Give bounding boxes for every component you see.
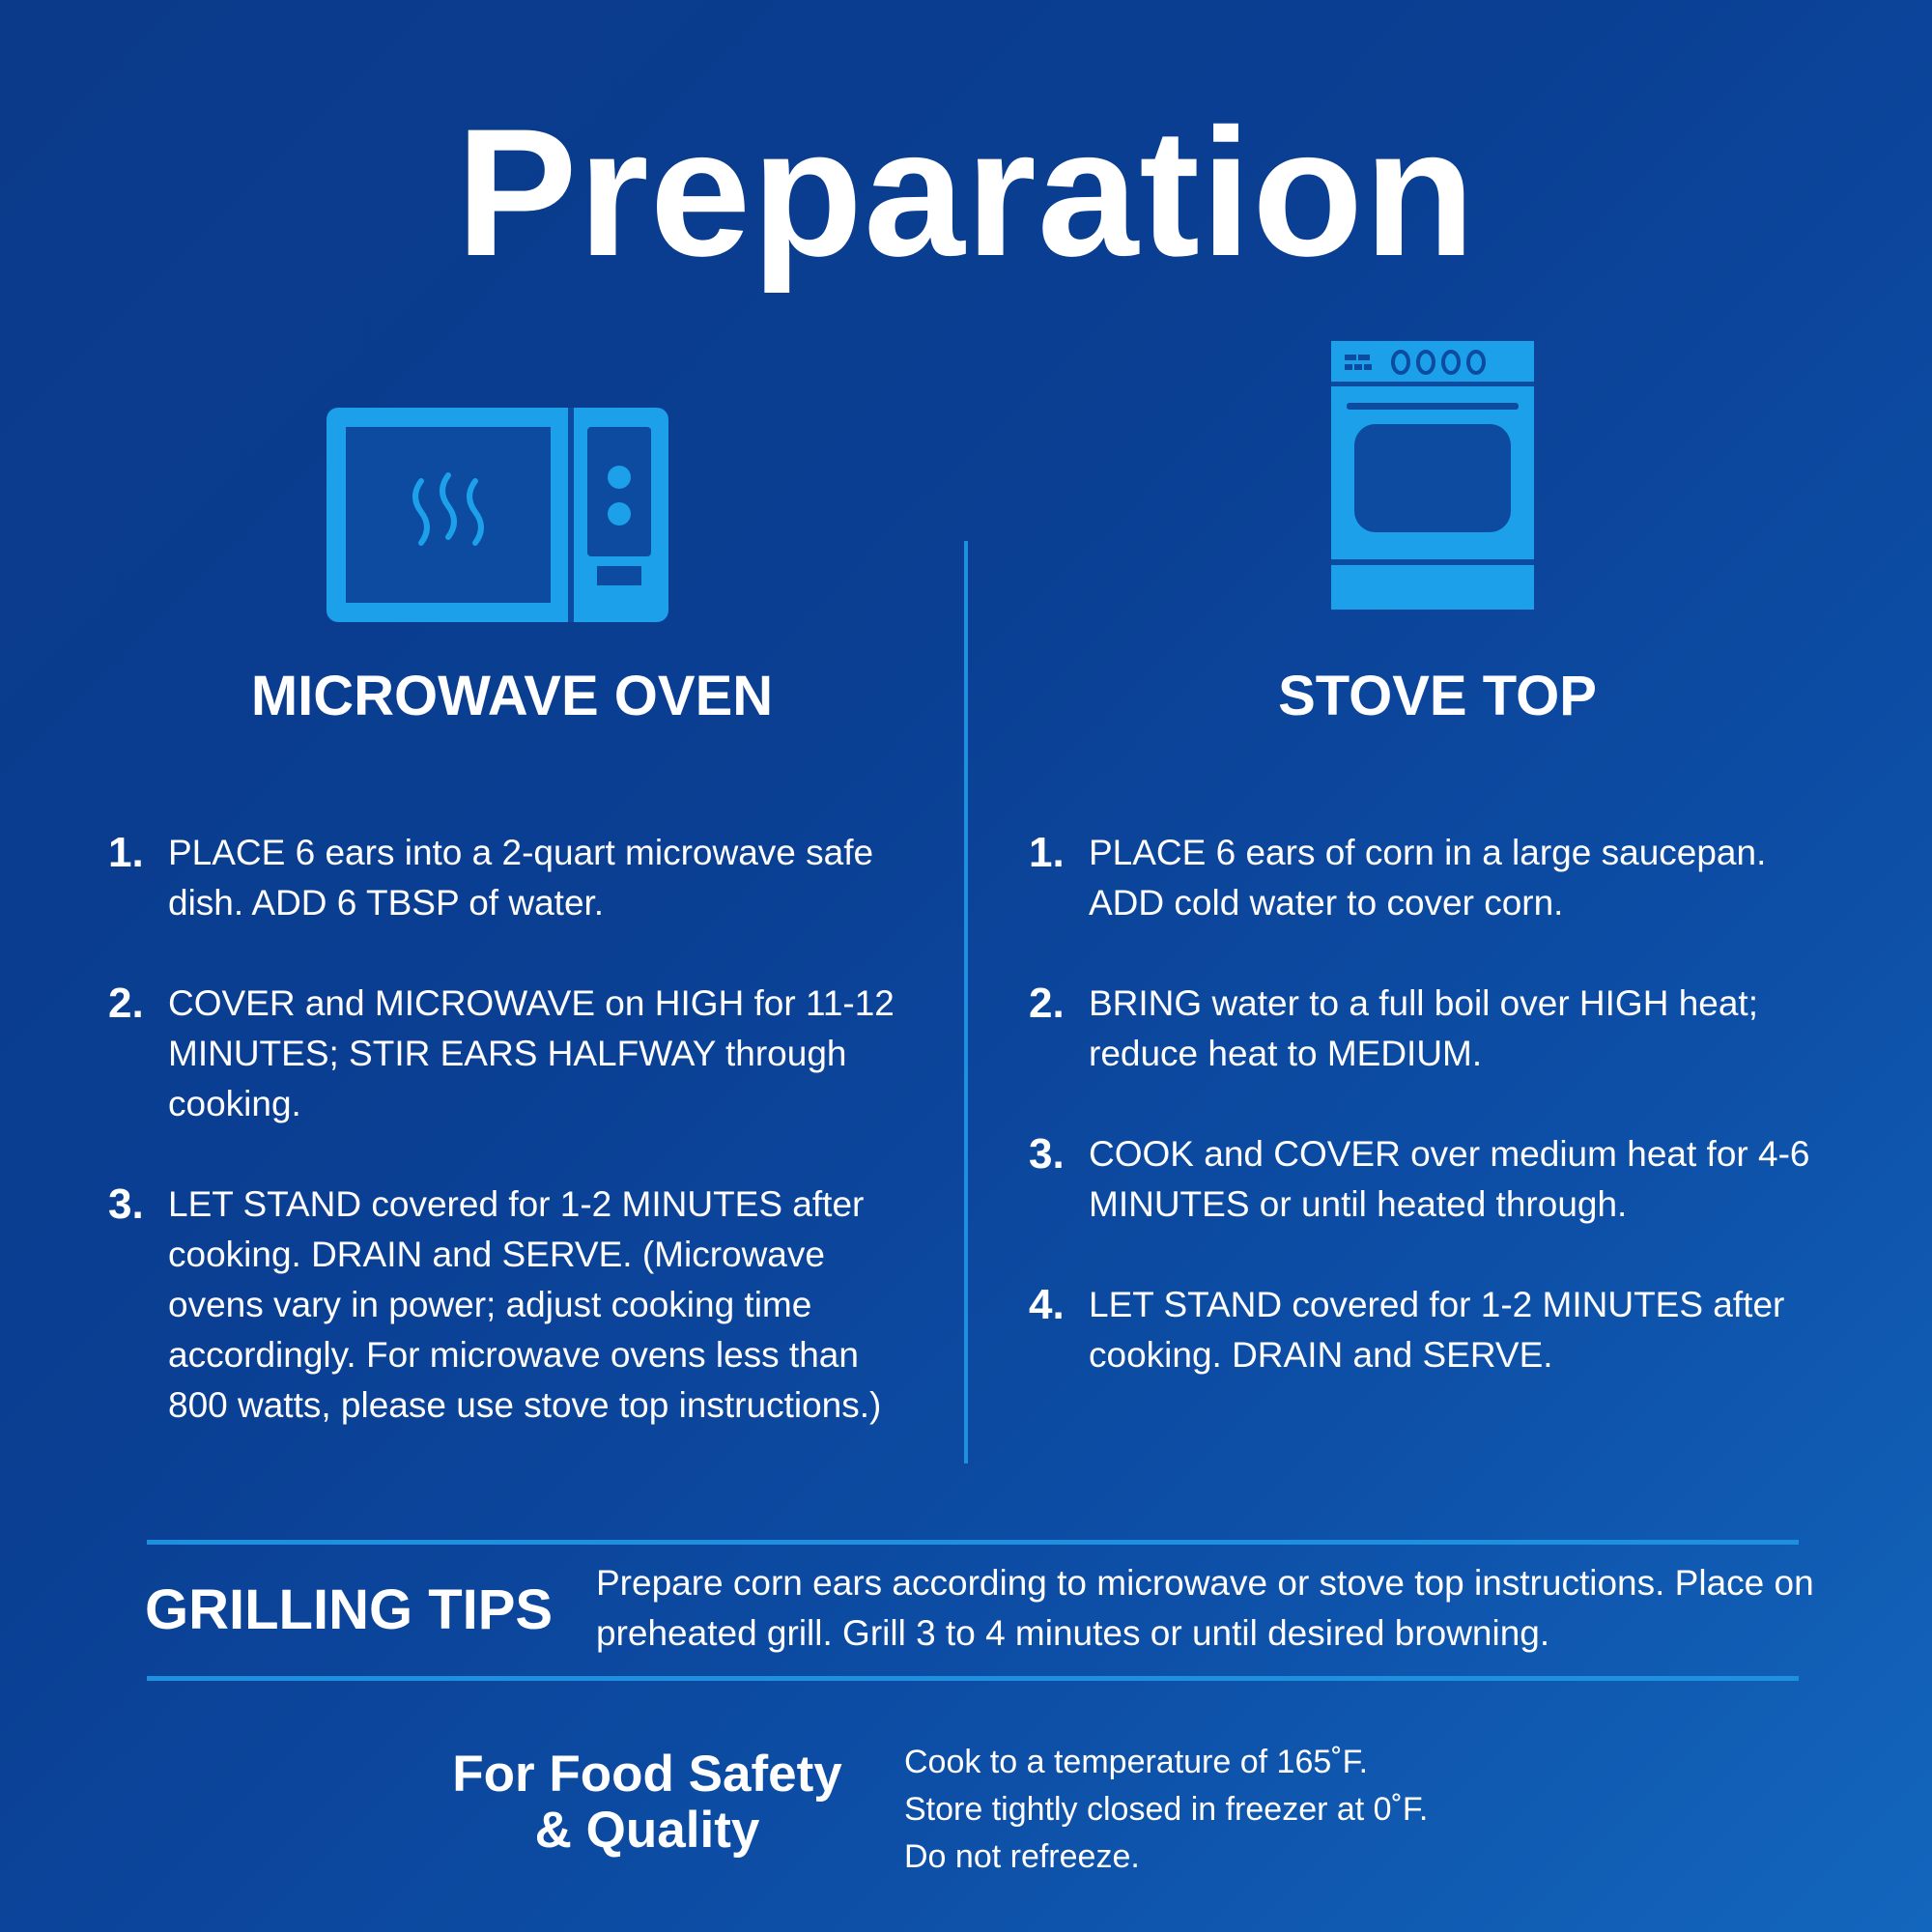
microwave-icon bbox=[327, 408, 668, 622]
stove-steps bbox=[1029, 828, 1831, 1431]
list-item bbox=[1029, 979, 1831, 1079]
step-number: 2. bbox=[1029, 980, 1065, 1027]
step-text: COOK and COVER over medium heat for 4-6 MINUTES or until heated through. bbox=[1089, 1134, 1810, 1224]
step-text: BRING water to a full boil over HIGH heat; reduce heat to MEDIUM. bbox=[1089, 983, 1758, 1073]
grilling-title: GRILLING TIPS bbox=[145, 1578, 554, 1641]
divider-bottom bbox=[147, 1676, 1799, 1681]
list-item bbox=[108, 979, 910, 1129]
step-text: LET STAND covered for 1-2 MINUTES after cooking. DRAIN and SERVE. (Microwave ovens vary in power; adjust cooking time accordingly. For microwave ovens less than 800 watts, please use stove top instructions.) bbox=[168, 1184, 882, 1425]
list-item bbox=[108, 828, 910, 928]
list-item bbox=[1029, 1129, 1831, 1230]
grilling-text: Prepare corn ears according to microwave or stove top instructions. Place on preheated grill. Grill 3 to 4 minutes or until desired browning. bbox=[596, 1563, 1814, 1653]
safety-instructions bbox=[904, 1739, 1428, 1881]
step-text: COVER and MICROWAVE on HIGH for 11-12 MINUTES; STIR EARS HALFWAY through cooking. bbox=[168, 983, 895, 1123]
step-text: PLACE 6 ears into a 2-quart microwave safe dish. ADD 6 TBSP of water. bbox=[168, 833, 874, 923]
microwave-heading: MICROWAVE OVEN bbox=[250, 665, 774, 727]
step-number: 4. bbox=[1029, 1281, 1065, 1328]
microwave-steps bbox=[108, 828, 910, 1481]
safety-title-line: For Food Safety bbox=[452, 1746, 842, 1803]
stove-icon bbox=[1331, 341, 1534, 610]
safety-line: Store tightly closed in freezer at 0˚F. bbox=[904, 1791, 1429, 1828]
safety-title-line: & Quality bbox=[534, 1802, 760, 1859]
step-number: 2. bbox=[108, 980, 144, 1027]
step-number: 3. bbox=[1029, 1130, 1065, 1178]
page-title: Preparation bbox=[456, 91, 1476, 294]
step-number: 3. bbox=[108, 1180, 144, 1228]
safety-line: Do not refreeze. bbox=[904, 1838, 1140, 1875]
stove-heading: STOVE TOP bbox=[1278, 665, 1597, 727]
step-number: 1. bbox=[108, 829, 144, 876]
step-text: LET STAND covered for 1-2 MINUTES after cooking. DRAIN and SERVE. bbox=[1089, 1285, 1785, 1375]
safety-line: Cook to a temperature of 165˚F. bbox=[904, 1744, 1369, 1780]
column-divider bbox=[964, 541, 968, 1463]
safety-title bbox=[425, 1747, 869, 1859]
step-number: 1. bbox=[1029, 829, 1065, 876]
divider-top bbox=[147, 1540, 1799, 1545]
list-item bbox=[108, 1179, 910, 1431]
list-item bbox=[1029, 1280, 1831, 1380]
list-item bbox=[1029, 828, 1831, 928]
step-text: PLACE 6 ears of corn in a large saucepan. ADD cold water to cover corn. bbox=[1089, 833, 1767, 923]
